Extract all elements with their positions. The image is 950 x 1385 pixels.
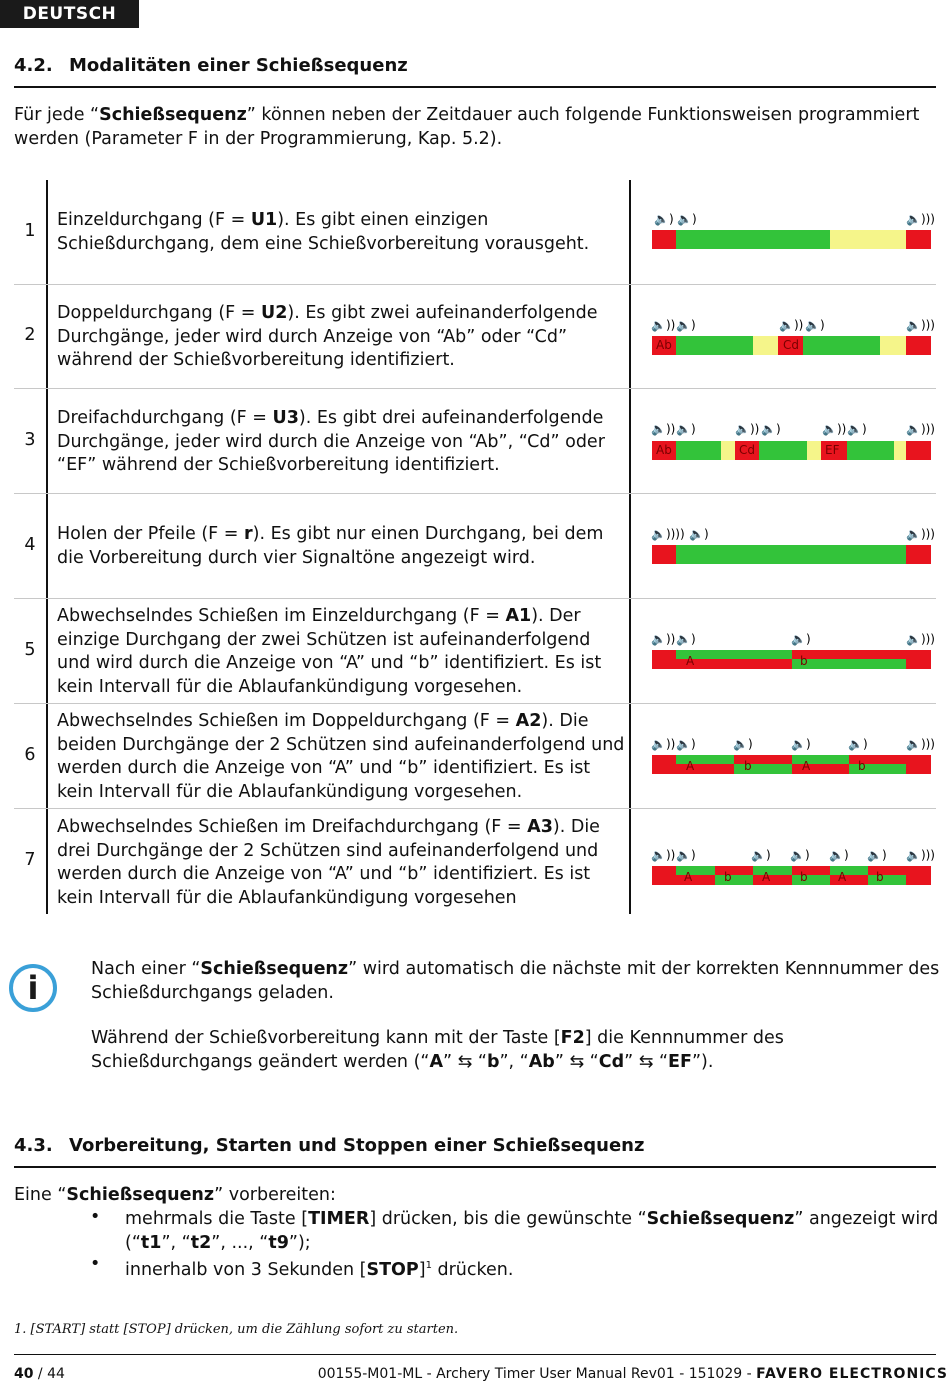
timing-bar bbox=[652, 866, 931, 885]
page-number: 40 / 44 bbox=[14, 1366, 65, 1382]
diagram-label: A bbox=[838, 870, 847, 884]
bullet-icon: • bbox=[90, 1254, 101, 1274]
row-separator bbox=[14, 598, 936, 599]
heading-rule bbox=[14, 1166, 936, 1168]
speaker-icon: 🔈))) bbox=[906, 632, 935, 646]
speaker-icon: 🔈)) bbox=[822, 422, 847, 436]
row-description: Doppeldurchgang (F = U2). Es gibt zwei aufeinanderfolgende Durchgänge, jeder wird durch Anzeige von “Ab” oder “Cd” während der Schießvorbereitung identifiziert. bbox=[57, 303, 598, 370]
document-footer: 00155-M01-ML - Archery Timer User Manual Rev01 - 151029 - FAVERO ELECTRONICS bbox=[317, 1366, 948, 1382]
timing-bar bbox=[652, 545, 931, 564]
row-description: Abwechselndes Schießen im Dreifachdurchgang (F = A3). Die drei Durchgänge der 2 Schützen sind aufeinanderfolgend und werden durch die Anzeige von “A” und “b” identifiziert. Es ist kein Intervall für die Ablaufankündigung vorgesehen bbox=[57, 817, 600, 908]
section-number: 4.2. bbox=[14, 55, 53, 76]
row-separator bbox=[14, 284, 936, 285]
speaker-icon: 🔈) bbox=[676, 318, 696, 332]
row-number: 5 bbox=[24, 640, 36, 660]
speaker-icon: 🔈) bbox=[790, 848, 810, 862]
sequence-diagram-4 bbox=[649, 527, 934, 587]
diagram-label: A bbox=[686, 759, 695, 773]
info-paragraph-1: Nach einer “Schießsequenz” wird automatisch die nächste mit der korrekten Kennnummer des Schießdurchgangs geladen. bbox=[91, 959, 940, 1003]
timing-bar bbox=[652, 230, 931, 249]
row-number: 4 bbox=[24, 535, 36, 555]
info-icon: i bbox=[9, 964, 57, 1012]
prepare-lead: Eine “Schießsequenz” vorbereiten: bbox=[14, 1185, 336, 1205]
heading-rule bbox=[14, 86, 936, 88]
footer-rule bbox=[14, 1354, 936, 1355]
row-separator bbox=[14, 493, 936, 494]
row-separator bbox=[14, 703, 936, 704]
diagram-label: Ab bbox=[656, 443, 672, 457]
sequence-diagram-3 bbox=[649, 422, 934, 482]
speaker-icon: 🔈)) bbox=[651, 848, 676, 862]
speaker-icon: 🔈)))) bbox=[651, 527, 685, 541]
bullet-icon: • bbox=[90, 1207, 101, 1227]
sequence-diagram-1 bbox=[649, 212, 934, 272]
speaker-icon: 🔈) bbox=[791, 632, 811, 646]
speaker-icon: 🔈))) bbox=[906, 527, 935, 541]
speaker-icon: 🔈) bbox=[791, 737, 811, 751]
speaker-icon: 🔈) bbox=[829, 848, 849, 862]
row-number: 1 bbox=[24, 221, 36, 241]
speaker-icon: 🔈) bbox=[847, 422, 867, 436]
diagram-label: b bbox=[744, 759, 752, 773]
section-title: Vorbereitung, Starten und Stoppen einer Schießsequenz bbox=[69, 1135, 645, 1156]
row-number: 2 bbox=[24, 325, 36, 345]
diagram-label: A bbox=[684, 870, 693, 884]
row-number: 6 bbox=[24, 745, 36, 765]
speaker-icon: 🔈) bbox=[676, 737, 696, 751]
diagram-label: EF bbox=[825, 443, 840, 457]
speaker-icon: 🔈))) bbox=[906, 422, 935, 436]
bullet-item-2: innerhalb von 3 Sekunden [STOP]$^1$ drücken. bbox=[125, 1259, 514, 1280]
speaker-icon: 🔈)) bbox=[651, 737, 676, 751]
diagram-label: b bbox=[858, 759, 866, 773]
row-number: 7 bbox=[24, 850, 36, 870]
speaker-icon: 🔈) bbox=[805, 318, 825, 332]
row-number: 3 bbox=[24, 430, 36, 450]
section-title: Modalitäten einer Schießsequenz bbox=[69, 55, 408, 76]
diagram-label: A bbox=[802, 759, 811, 773]
speaker-icon: 🔈)) bbox=[651, 632, 676, 646]
speaker-icon: 🔈)) bbox=[651, 422, 676, 436]
row-separator bbox=[14, 388, 936, 389]
row-separator bbox=[14, 808, 936, 809]
row-description: Holen der Pfeile (F = r). Es gibt nur einen Durchgang, bei dem die Vorbereitung durch vier Signaltöne angezeigt wird. bbox=[57, 524, 604, 568]
diagram-label: A bbox=[762, 870, 771, 884]
diagram-label: A bbox=[686, 654, 695, 668]
timing-bar bbox=[652, 441, 931, 460]
info-paragraph-2: Während der Schießvorbereitung kann mit der Taste [F2] die Kennnummer des Schießdurchgangs geändert werden (“A” ⇆ “b”, “Ab” ⇆ “Cd” ⇆ “EF”). bbox=[91, 1028, 784, 1072]
sequence-diagram-6 bbox=[649, 737, 934, 797]
speaker-icon: 🔈) bbox=[654, 212, 674, 226]
speaker-icon: 🔈) bbox=[677, 212, 697, 226]
timing-bar bbox=[652, 650, 931, 669]
modes-table bbox=[14, 180, 936, 914]
timing-bar bbox=[652, 755, 931, 774]
row-description: Abwechselndes Schießen im Einzeldurchgang (F = A1). Der einzige Durchgang der zwei Schützen ist aufeinanderfolgend und wird durch die Anzeige von “A” und “b” identifiziert. Es ist kein Intervall für die Ablaufankündigung vorgesehen. bbox=[57, 606, 602, 697]
diagram-label: Ab bbox=[656, 338, 672, 352]
speaker-icon: 🔈))) bbox=[906, 318, 935, 332]
speaker-icon: 🔈) bbox=[848, 737, 868, 751]
language-tab: DEUTSCH bbox=[0, 0, 139, 28]
table-divider bbox=[629, 180, 631, 914]
row-description: Dreifachdurchgang (F = U3). Es gibt drei aufeinanderfolgende Durchgänge, jeder wird durch die Anzeige von “Ab”, “Cd” oder “EF” während der Schießvorbereitung identifiziert. bbox=[57, 408, 605, 475]
table-divider bbox=[46, 180, 48, 914]
intro-text: ” können neben der Zeitdauer auch folgende Funktionsweisen programmiert werden (Parameter F in der Programmierung, Kap. 5.2). bbox=[14, 105, 920, 149]
speaker-icon: 🔈) bbox=[676, 422, 696, 436]
speaker-icon: 🔈) bbox=[867, 848, 887, 862]
speaker-icon: 🔈)) bbox=[735, 422, 760, 436]
diagram-label: Cd bbox=[739, 443, 755, 457]
sequence-diagram-2 bbox=[649, 318, 934, 378]
diagram-label: b bbox=[800, 654, 808, 668]
speaker-icon: 🔈) bbox=[676, 848, 696, 862]
speaker-icon: 🔈) bbox=[761, 422, 781, 436]
speaker-icon: 🔈))) bbox=[906, 737, 935, 751]
speaker-icon: 🔈) bbox=[733, 737, 753, 751]
intro-text: Für jede “ bbox=[14, 105, 100, 125]
speaker-icon: 🔈) bbox=[689, 527, 709, 541]
bullet-item-1: mehrmals die Taste [TIMER] drücken, bis die gewünschte “Schießsequenz” angezeigt wird (“t1”, “t2”, ..., “t9”); bbox=[125, 1209, 939, 1253]
sequence-diagram-5 bbox=[649, 632, 934, 692]
intro-paragraph bbox=[14, 103, 939, 151]
speaker-icon: 🔈))) bbox=[906, 848, 935, 862]
speaker-icon: 🔈) bbox=[676, 632, 696, 646]
sequence-diagram-7 bbox=[649, 848, 934, 908]
diagram-label: b bbox=[876, 870, 884, 884]
footnote: 1. [START] statt [STOP] drücken, um die Zählung sofort zu starten. bbox=[14, 1322, 459, 1337]
diagram-label: b bbox=[724, 870, 732, 884]
section-number: 4.3. bbox=[14, 1135, 53, 1156]
speaker-icon: 🔈) bbox=[751, 848, 771, 862]
diagram-label: Cd bbox=[783, 338, 799, 352]
row-description: Einzeldurchgang (F = U1). Es gibt einen einzigen Schießdurchgang, dem eine Schießvorbereitung vorausgeht. bbox=[57, 210, 590, 254]
diagram-label: b bbox=[800, 870, 808, 884]
intro-bold: Schießsequenz bbox=[99, 105, 247, 125]
speaker-icon: 🔈))) bbox=[906, 212, 935, 226]
speaker-icon: 🔈)) bbox=[779, 318, 804, 332]
section-heading-4-2 bbox=[14, 55, 408, 76]
timing-bar bbox=[652, 336, 931, 355]
speaker-icon: 🔈)) bbox=[651, 318, 676, 332]
section-heading-4-3 bbox=[14, 1135, 644, 1156]
row-description: Abwechselndes Schießen im Doppeldurchgang (F = A2). Die beiden Durchgänge der 2 Schützen sind aufeinanderfolgend und werden durch die Anzeige von “A” und “b” identifiziert. Es ist kein Intervall für die Ablaufankündigung vorgesehen. bbox=[57, 711, 625, 802]
